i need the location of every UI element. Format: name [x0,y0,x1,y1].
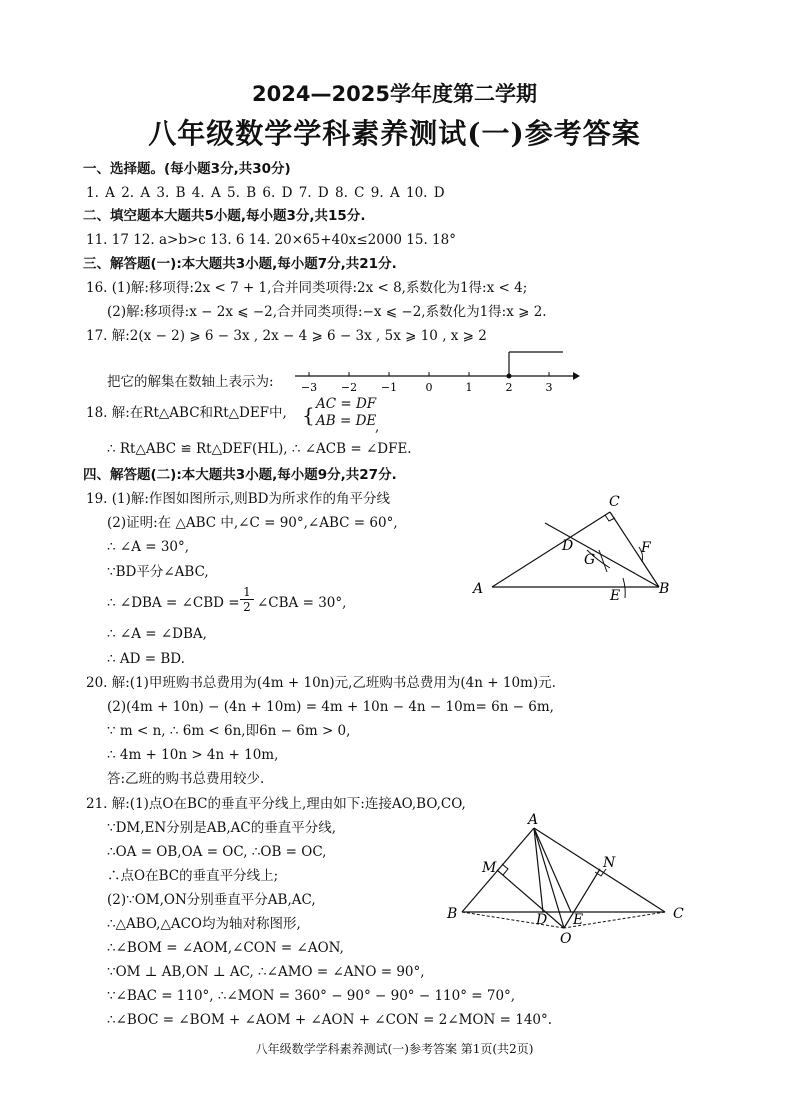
answers-fill: 11. 17 12. a>b>c 13. 6 14. 20×65+40x≤2000 15. 18° [86,232,456,248]
section-2-heading: 二、填空题本大题共5小题,每小题3分,共15分. [83,208,366,224]
number-line-tick-label: −3 [300,381,318,394]
number-line-tick-label: −1 [380,381,398,394]
q21-line9: ∵∠BAC = 110°, ∴∠MON = 360° − 90° − 90° − 110° = 70°, [107,988,516,1004]
answers-choice: 1. A 2. A 3. B 4. A 5. B 6. D 7. D 8. C 9. A 10. D [86,185,445,201]
q18-eq1: AC = DF [316,396,377,412]
fig21-label-b: B [447,906,458,922]
fig21-right-angle-m [502,864,508,875]
fig19-arc-e [623,578,625,598]
fig21-label-a: A [528,812,539,828]
number-line-ticks [301,372,553,394]
number-line-tick-label: 1 [465,381,473,394]
q18-brace: { [302,403,315,427]
fig21-label-n: N [603,855,616,871]
q19-angle-a-dba: ∴ ∠A = ∠DBA, [107,626,207,642]
q19-part2: (2)证明:在 △ABC 中,∠C = 90°,∠ABC = 60°, [107,515,398,531]
q16-part1: 16. (1)解:移项得:2x < 7 + 1,合并同类项得:2x < 8,系数化为1得:x < 4; [86,280,528,296]
q16-part2: (2)解:移项得:x − 2x ⩽ −2,合并同类项得:−x ⩽ −2,系数化为1得:x ⩾ 2. [107,304,547,320]
fig21-side-ab [462,828,534,912]
fig19-label-f: F [641,540,651,556]
fig19-label-a: A [473,581,484,597]
section-1-heading: 一、选择题。(每小题3分,共30分) [83,161,291,177]
fig21-label-e: E [573,912,584,928]
fig21-label-o: O [560,931,572,947]
fig19-label-b: B [659,581,670,597]
fraction-numerator: 1 [240,585,254,600]
number-line-tick-label: 3 [545,381,553,394]
fig19-label-d: D [562,538,574,554]
q19-part1: 19. (1)解:作图如图所示,则BD为所求作的角平分线 [86,491,390,507]
q21-line2: ∵DM,EN分别是AB,AC的垂直平分线, [107,820,337,836]
q21-line6: ∴△ABO,△ACO均为轴对称图形, [107,916,301,932]
page-title: 八年级数学学科素养测试(一)参考答案 [148,117,641,150]
q18-system [316,396,376,430]
fig21-label-d: D [536,912,548,928]
fraction-denominator: 2 [243,600,251,614]
number-line [295,348,580,394]
q21-part2: (2)∵OM,ON分别垂直平分AB,AC, [107,892,316,908]
q18-intro: 18. 解:在Rt△ABC和Rt△DEF中, [86,405,287,421]
fig19-side-cb [610,512,659,587]
section-4-heading: 四、解答题(二):本大题共3小题,每小题9分,共27分. [83,467,397,483]
q20-part2: (2)(4m + 10n) − (4n + 10m) = 4m + 10n − 4n − 10m= 6n − 6m, [107,699,554,715]
number-line-arrow [573,372,580,380]
q19-angle-eq-tail: ∠CBA = 30°, [257,595,347,611]
fig19-label-e: E [610,588,621,604]
solution-point [507,374,512,379]
fraction-half [240,585,254,614]
q18-conclusion: ∴ Rt△ABC ≌ Rt△DEF(HL), ∴ ∠ACB = ∠DFE. [107,441,412,457]
fig21-label-m: M [482,860,497,876]
q19-ad-bd: ∴ AD = BD. [107,651,185,667]
q17-solution: 17. 解:2(x − 2) ⩾ 6 − 3x , 2x − 4 ⩾ 6 − 3x , 5x ⩾ 10 , x ⩾ 2 [86,328,487,344]
q21-part1: 21. 解:(1)点O在BC的垂直平分线上,理由如下:连接AO,BO,CO, [86,796,466,812]
page-footer: 八年级数学学科素养测试(一)参考答案 第1页(共2页) [255,1042,534,1056]
q18-system-comma: , [375,419,380,435]
term-heading: 2024—2025学年度第二学期 [252,82,537,106]
q21-line3: ∴OA = OB,OA = OC, ∴OB = OC, [107,844,327,860]
q21-line7: ∴∠BOM = ∠AOM,∠CON = ∠AON, [107,940,344,956]
fig21-line-ae [534,828,571,912]
q19-bisector: ∵BD平分∠ABC, [107,564,209,580]
q20-compare: ∵ m < n, ∴ 6m < 6n,即6n − 6m > 0, [107,723,351,739]
number-line-tick-label: 2 [505,381,513,394]
fig21-line-ad [534,828,543,912]
fig21-label-c: C [673,906,684,922]
figure-19 [465,490,680,605]
fig19-label-c: C [609,494,620,510]
q21-line8: ∵OM ⊥ AB,ON ⊥ AC, ∴∠AMO = ∠ANO = 90°, [107,964,425,980]
q19-angle-eq: ∴ ∠DBA = ∠CBD = [107,595,240,611]
q21-line4: ∴点O在BC的垂直平分线上; [107,868,279,884]
number-line-tick-label: 0 [425,381,433,394]
q20-result: ∴ 4m + 10n > 4n + 10m, [107,747,279,763]
number-line-tick-label: −2 [340,381,358,394]
figure-21 [440,812,690,947]
q18-eq2: AB = DE [316,413,377,429]
fig19-label-g: G [584,552,596,568]
q21-line10: ∴∠BOC = ∠BOM + ∠AOM + ∠AON + ∠CON = 2∠MON = 140°. [107,1012,553,1028]
q20-part1: 20. 解:(1)甲班购书总费用为(4m + 10n)元,乙班购书总费用为(4n + 10m)元. [86,675,556,691]
q17-numberline-label: 把它的解集在数轴上表示为: [107,374,274,390]
q19-angle-a: ∴ ∠A = 30°, [107,539,190,555]
section-3-heading: 三、解答题(一):本大题共3小题,每小题7分,共21分. [83,256,397,272]
q20-answer: 答:乙班的购书总费用较少. [107,771,265,787]
